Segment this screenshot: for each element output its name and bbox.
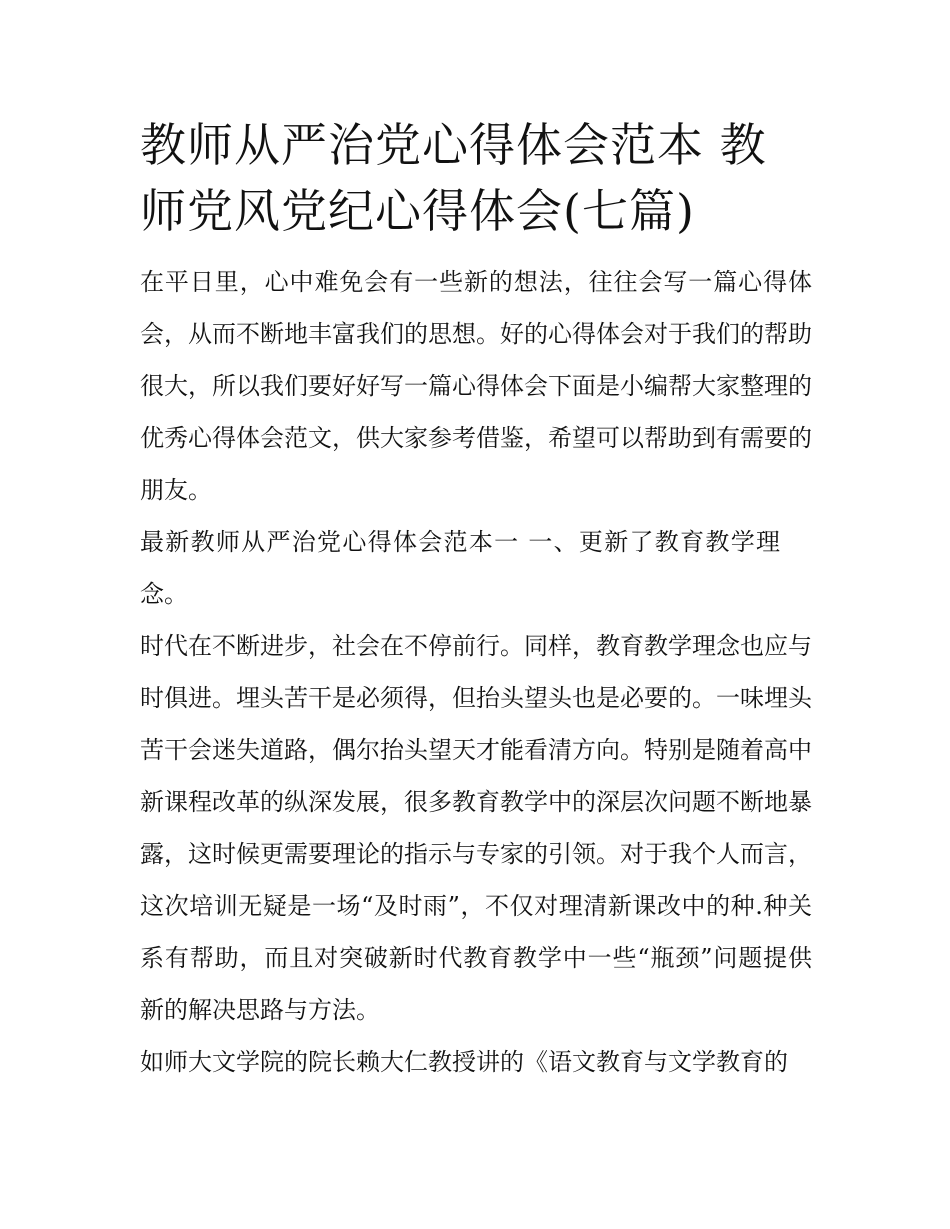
intro-paragraph: 在平日里，心中难免会有一些新的想法，往往会写一篇心得体会，从而不断地丰富我们的思想。好的心得体会对于我们的帮助很大，所以我们要好好写一篇心得体会下面是小编帮大家整理的优秀心得体会范文，供大家参考借鉴，希望可以帮助到有需要的朋友。 xyxy=(140,268,812,504)
trailing-paragraph: 如师大文学院的院长赖大仁教授讲的《语文教育与文学教育的 xyxy=(140,1048,788,1076)
document-page xyxy=(140,112,812,1088)
document-title: 教师从严治党心得体会范本 教师党风党纪心得体会(七篇) xyxy=(140,118,767,238)
section-heading-paragraph: 最新教师从严治党心得体会范本一 一、更新了教育教学理念。 xyxy=(140,528,780,608)
body-paragraph: 时代在不断进步，社会在不停前行。同样，教育教学理念也应与时俱进。埋头苦干是必须得，但抬头望头也是必要的。一味埋头苦干会迷失道路，偶尔抬头望天才能看清方向。特别是随着高中新课程改革的纵深发展，很多教育教学中的深层次问题不断地暴露，这时候更需要理论的指示与专家的引领。对于我个人而言，这次培训无疑是一场“及时雨”，不仅对理清新课改中的种.种关系有帮助，而且对突破新时代教育教学中一些“瓶颈”问题提供新的解决思路与方法。 xyxy=(140,632,812,1024)
